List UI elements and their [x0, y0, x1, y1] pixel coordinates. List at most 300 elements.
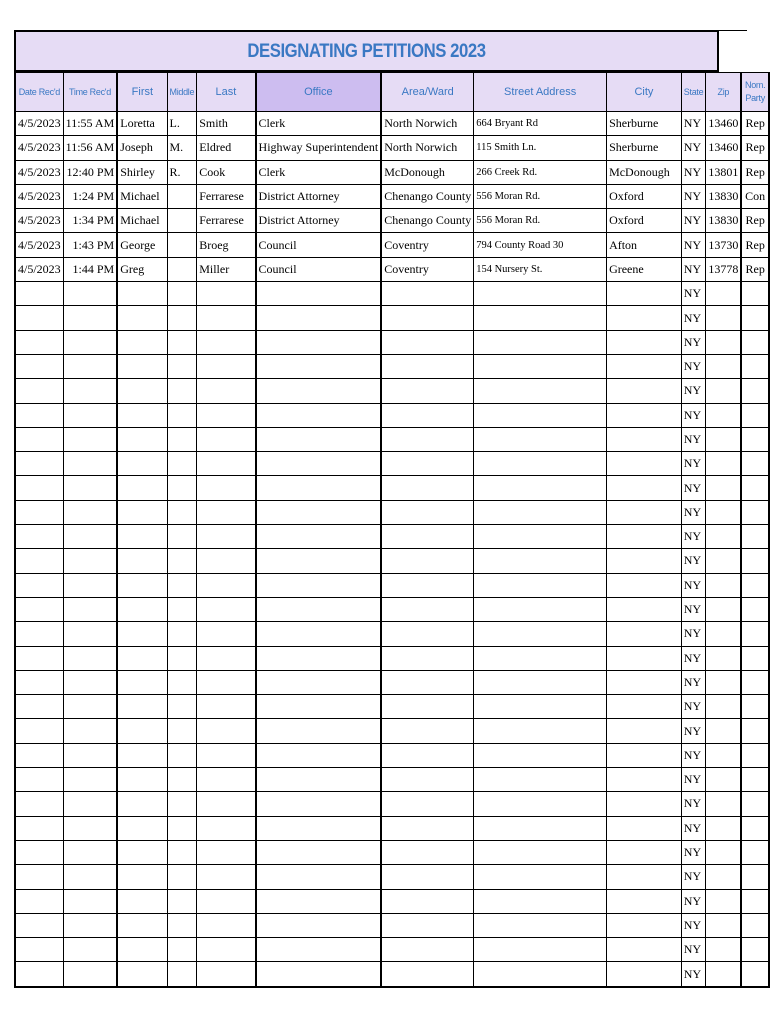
cell-last[interactable] — [197, 792, 256, 816]
cell-address[interactable]: 115 Smith Ln. — [474, 136, 607, 160]
cell-state[interactable]: NY — [681, 597, 706, 621]
cell-state[interactable]: NY — [681, 330, 706, 354]
cell-address[interactable] — [474, 403, 607, 427]
cell-date[interactable] — [15, 646, 63, 670]
cell-middle[interactable] — [167, 282, 197, 306]
cell-time[interactable] — [63, 768, 117, 792]
cell-party[interactable] — [741, 768, 769, 792]
cell-party[interactable] — [741, 816, 769, 840]
cell-last[interactable] — [197, 719, 256, 743]
cell-time[interactable]: 1:43 PM — [63, 233, 117, 257]
cell-first[interactable] — [117, 597, 167, 621]
cell-office[interactable]: District Attorney — [256, 209, 382, 233]
cell-last[interactable] — [197, 695, 256, 719]
cell-address[interactable] — [474, 695, 607, 719]
cell-first[interactable] — [117, 695, 167, 719]
cell-state[interactable]: NY — [681, 452, 706, 476]
cell-party[interactable] — [741, 695, 769, 719]
cell-state[interactable]: NY — [681, 282, 706, 306]
cell-address[interactable] — [474, 573, 607, 597]
cell-time[interactable] — [63, 476, 117, 500]
cell-address[interactable]: 154 Nursery St. — [474, 257, 607, 281]
col-header-office[interactable]: Office — [256, 73, 382, 112]
cell-middle[interactable] — [167, 743, 197, 767]
cell-time[interactable]: 1:24 PM — [63, 184, 117, 208]
cell-address[interactable] — [474, 622, 607, 646]
cell-office[interactable] — [256, 427, 382, 451]
cell-area[interactable] — [381, 719, 474, 743]
cell-last[interactable] — [197, 889, 256, 913]
cell-zip[interactable] — [706, 525, 742, 549]
cell-last[interactable]: Miller — [197, 257, 256, 281]
cell-office[interactable] — [256, 403, 382, 427]
cell-first[interactable] — [117, 865, 167, 889]
cell-address[interactable] — [474, 865, 607, 889]
cell-zip[interactable] — [706, 403, 742, 427]
cell-time[interactable] — [63, 889, 117, 913]
cell-time[interactable]: 1:44 PM — [63, 257, 117, 281]
cell-zip[interactable] — [706, 354, 742, 378]
cell-zip[interactable] — [706, 476, 742, 500]
cell-first[interactable] — [117, 403, 167, 427]
cell-first[interactable] — [117, 306, 167, 330]
cell-office[interactable] — [256, 840, 382, 864]
cell-address[interactable]: 556 Moran Rd. — [474, 184, 607, 208]
cell-city[interactable] — [607, 865, 682, 889]
cell-zip[interactable] — [706, 695, 742, 719]
cell-office[interactable] — [256, 330, 382, 354]
cell-party[interactable] — [741, 840, 769, 864]
cell-state[interactable]: NY — [681, 840, 706, 864]
cell-middle[interactable] — [167, 622, 197, 646]
cell-address[interactable] — [474, 549, 607, 573]
cell-city[interactable] — [607, 816, 682, 840]
cell-date[interactable] — [15, 865, 63, 889]
cell-area[interactable] — [381, 962, 474, 987]
cell-last[interactable] — [197, 354, 256, 378]
cell-area[interactable] — [381, 792, 474, 816]
cell-last[interactable] — [197, 622, 256, 646]
cell-state[interactable]: NY — [681, 500, 706, 524]
cell-time[interactable]: 11:55 AM — [63, 112, 117, 136]
cell-state[interactable]: NY — [681, 403, 706, 427]
cell-city[interactable] — [607, 476, 682, 500]
cell-city[interactable]: Oxford — [607, 209, 682, 233]
cell-office[interactable]: District Attorney — [256, 184, 382, 208]
cell-city[interactable] — [607, 719, 682, 743]
cell-date[interactable] — [15, 452, 63, 476]
cell-first[interactable] — [117, 889, 167, 913]
cell-last[interactable] — [197, 282, 256, 306]
cell-state[interactable]: NY — [681, 743, 706, 767]
cell-city[interactable]: McDonough — [607, 160, 682, 184]
cell-date[interactable] — [15, 500, 63, 524]
cell-city[interactable] — [607, 525, 682, 549]
cell-area[interactable] — [381, 573, 474, 597]
cell-state[interactable]: NY — [681, 913, 706, 937]
cell-party[interactable]: Rep — [741, 160, 769, 184]
cell-first[interactable]: Loretta — [117, 112, 167, 136]
cell-address[interactable] — [474, 816, 607, 840]
cell-office[interactable] — [256, 549, 382, 573]
cell-last[interactable] — [197, 476, 256, 500]
cell-zip[interactable] — [706, 597, 742, 621]
cell-office[interactable] — [256, 865, 382, 889]
cell-office[interactable] — [256, 452, 382, 476]
cell-address[interactable]: 664 Bryant Rd — [474, 112, 607, 136]
cell-date[interactable] — [15, 354, 63, 378]
cell-date[interactable] — [15, 792, 63, 816]
col-header-address[interactable]: Street Address — [474, 73, 607, 112]
cell-date[interactable] — [15, 379, 63, 403]
cell-office[interactable]: Clerk — [256, 112, 382, 136]
cell-address[interactable] — [474, 306, 607, 330]
cell-middle[interactable] — [167, 816, 197, 840]
cell-party[interactable] — [741, 306, 769, 330]
cell-last[interactable] — [197, 938, 256, 962]
cell-area[interactable] — [381, 354, 474, 378]
cell-address[interactable] — [474, 889, 607, 913]
cell-zip[interactable] — [706, 282, 742, 306]
cell-city[interactable]: Afton — [607, 233, 682, 257]
cell-zip[interactable] — [706, 306, 742, 330]
cell-state[interactable]: NY — [681, 233, 706, 257]
cell-first[interactable] — [117, 792, 167, 816]
cell-office[interactable] — [256, 695, 382, 719]
cell-address[interactable]: 556 Moran Rd. — [474, 209, 607, 233]
cell-middle[interactable] — [167, 452, 197, 476]
cell-party[interactable]: Con — [741, 184, 769, 208]
cell-state[interactable]: NY — [681, 525, 706, 549]
col-header-last[interactable]: Last — [197, 73, 256, 112]
cell-zip[interactable] — [706, 865, 742, 889]
cell-first[interactable] — [117, 913, 167, 937]
cell-office[interactable]: Highway Superintendent — [256, 136, 382, 160]
cell-state[interactable]: NY — [681, 427, 706, 451]
cell-party[interactable] — [741, 549, 769, 573]
cell-office[interactable]: Council — [256, 233, 382, 257]
cell-last[interactable] — [197, 452, 256, 476]
cell-time[interactable] — [63, 816, 117, 840]
cell-middle[interactable] — [167, 427, 197, 451]
cell-middle[interactable] — [167, 719, 197, 743]
cell-party[interactable]: Rep — [741, 136, 769, 160]
cell-party[interactable] — [741, 792, 769, 816]
cell-city[interactable] — [607, 743, 682, 767]
cell-area[interactable] — [381, 500, 474, 524]
cell-city[interactable] — [607, 549, 682, 573]
cell-office[interactable] — [256, 670, 382, 694]
cell-party[interactable] — [741, 670, 769, 694]
cell-office[interactable] — [256, 743, 382, 767]
cell-office[interactable] — [256, 962, 382, 987]
cell-zip[interactable]: 13460 — [706, 136, 742, 160]
cell-date[interactable] — [15, 476, 63, 500]
cell-office[interactable] — [256, 622, 382, 646]
cell-city[interactable] — [607, 306, 682, 330]
cell-area[interactable] — [381, 622, 474, 646]
cell-zip[interactable] — [706, 792, 742, 816]
cell-middle[interactable] — [167, 573, 197, 597]
cell-first[interactable] — [117, 525, 167, 549]
cell-party[interactable] — [741, 962, 769, 987]
cell-party[interactable] — [741, 379, 769, 403]
cell-last[interactable] — [197, 573, 256, 597]
cell-first[interactable]: Michael — [117, 209, 167, 233]
cell-area[interactable]: McDonough — [381, 160, 474, 184]
cell-party[interactable] — [741, 938, 769, 962]
cell-middle[interactable] — [167, 840, 197, 864]
cell-last[interactable] — [197, 913, 256, 937]
cell-office[interactable] — [256, 500, 382, 524]
cell-last[interactable] — [197, 597, 256, 621]
cell-middle[interactable]: M. — [167, 136, 197, 160]
cell-city[interactable] — [607, 500, 682, 524]
cell-first[interactable] — [117, 670, 167, 694]
cell-zip[interactable] — [706, 719, 742, 743]
cell-zip[interactable]: 13830 — [706, 209, 742, 233]
cell-middle[interactable] — [167, 233, 197, 257]
cell-party[interactable] — [741, 913, 769, 937]
cell-city[interactable] — [607, 597, 682, 621]
cell-address[interactable] — [474, 330, 607, 354]
cell-middle[interactable] — [167, 889, 197, 913]
cell-address[interactable] — [474, 452, 607, 476]
cell-first[interactable]: George — [117, 233, 167, 257]
cell-address[interactable] — [474, 913, 607, 937]
cell-state[interactable]: NY — [681, 889, 706, 913]
cell-zip[interactable] — [706, 743, 742, 767]
cell-city[interactable] — [607, 840, 682, 864]
cell-area[interactable]: North Norwich — [381, 112, 474, 136]
cell-time[interactable] — [63, 282, 117, 306]
cell-office[interactable] — [256, 573, 382, 597]
cell-last[interactable] — [197, 379, 256, 403]
cell-party[interactable] — [741, 525, 769, 549]
cell-first[interactable] — [117, 549, 167, 573]
cell-date[interactable] — [15, 913, 63, 937]
col-header-first[interactable]: First — [117, 73, 167, 112]
col-header-date[interactable]: Date Rec'd — [15, 73, 63, 112]
col-header-area[interactable]: Area/Ward — [381, 73, 474, 112]
cell-time[interactable] — [63, 525, 117, 549]
cell-middle[interactable] — [167, 306, 197, 330]
cell-party[interactable] — [741, 330, 769, 354]
cell-city[interactable] — [607, 330, 682, 354]
cell-address[interactable] — [474, 476, 607, 500]
cell-city[interactable] — [607, 622, 682, 646]
cell-state[interactable]: NY — [681, 112, 706, 136]
cell-first[interactable] — [117, 427, 167, 451]
cell-last[interactable]: Broeg — [197, 233, 256, 257]
cell-state[interactable]: NY — [681, 646, 706, 670]
cell-middle[interactable] — [167, 209, 197, 233]
cell-office[interactable] — [256, 792, 382, 816]
cell-time[interactable] — [63, 549, 117, 573]
cell-city[interactable]: Sherburne — [607, 136, 682, 160]
cell-zip[interactable] — [706, 330, 742, 354]
cell-first[interactable]: Shirley — [117, 160, 167, 184]
cell-middle[interactable] — [167, 354, 197, 378]
cell-time[interactable] — [63, 427, 117, 451]
cell-city[interactable] — [607, 695, 682, 719]
cell-area[interactable] — [381, 476, 474, 500]
cell-last[interactable] — [197, 306, 256, 330]
cell-city[interactable] — [607, 452, 682, 476]
cell-city[interactable] — [607, 768, 682, 792]
cell-city[interactable] — [607, 354, 682, 378]
cell-address[interactable] — [474, 646, 607, 670]
cell-time[interactable] — [63, 840, 117, 864]
cell-zip[interactable] — [706, 889, 742, 913]
cell-address[interactable] — [474, 500, 607, 524]
cell-date[interactable] — [15, 525, 63, 549]
cell-city[interactable] — [607, 403, 682, 427]
cell-area[interactable]: Coventry — [381, 233, 474, 257]
cell-date[interactable]: 4/5/2023 — [15, 160, 63, 184]
cell-area[interactable] — [381, 840, 474, 864]
cell-middle[interactable] — [167, 865, 197, 889]
cell-area[interactable] — [381, 597, 474, 621]
col-header-city[interactable]: City — [607, 73, 682, 112]
cell-date[interactable] — [15, 549, 63, 573]
cell-last[interactable] — [197, 500, 256, 524]
cell-time[interactable]: 1:34 PM — [63, 209, 117, 233]
cell-state[interactable]: NY — [681, 719, 706, 743]
cell-address[interactable] — [474, 354, 607, 378]
cell-last[interactable] — [197, 840, 256, 864]
cell-time[interactable] — [63, 622, 117, 646]
cell-middle[interactable] — [167, 330, 197, 354]
cell-date[interactable] — [15, 962, 63, 987]
cell-last[interactable] — [197, 816, 256, 840]
cell-state[interactable]: NY — [681, 184, 706, 208]
cell-date[interactable] — [15, 768, 63, 792]
cell-time[interactable] — [63, 379, 117, 403]
cell-office[interactable] — [256, 476, 382, 500]
cell-party[interactable] — [741, 427, 769, 451]
cell-middle[interactable]: R. — [167, 160, 197, 184]
cell-area[interactable] — [381, 670, 474, 694]
cell-area[interactable] — [381, 816, 474, 840]
cell-time[interactable]: 11:56 AM — [63, 136, 117, 160]
cell-area[interactable] — [381, 865, 474, 889]
cell-area[interactable] — [381, 427, 474, 451]
cell-middle[interactable] — [167, 792, 197, 816]
cell-zip[interactable]: 13801 — [706, 160, 742, 184]
cell-time[interactable] — [63, 792, 117, 816]
cell-state[interactable]: NY — [681, 379, 706, 403]
cell-address[interactable] — [474, 938, 607, 962]
col-header-time[interactable]: Time Rec'd — [63, 73, 117, 112]
cell-last[interactable]: Smith — [197, 112, 256, 136]
cell-date[interactable]: 4/5/2023 — [15, 112, 63, 136]
cell-state[interactable]: NY — [681, 816, 706, 840]
cell-city[interactable] — [607, 646, 682, 670]
cell-zip[interactable] — [706, 573, 742, 597]
cell-date[interactable] — [15, 938, 63, 962]
cell-time[interactable]: 12:40 PM — [63, 160, 117, 184]
cell-city[interactable] — [607, 282, 682, 306]
cell-party[interactable] — [741, 403, 769, 427]
cell-zip[interactable] — [706, 962, 742, 987]
cell-office[interactable] — [256, 597, 382, 621]
cell-first[interactable] — [117, 743, 167, 767]
cell-first[interactable] — [117, 816, 167, 840]
cell-state[interactable]: NY — [681, 136, 706, 160]
cell-date[interactable]: 4/5/2023 — [15, 136, 63, 160]
cell-party[interactable] — [741, 573, 769, 597]
cell-party[interactable] — [741, 622, 769, 646]
cell-state[interactable]: NY — [681, 962, 706, 987]
cell-date[interactable] — [15, 282, 63, 306]
cell-time[interactable] — [63, 962, 117, 987]
cell-city[interactable] — [607, 573, 682, 597]
cell-middle[interactable] — [167, 184, 197, 208]
cell-zip[interactable]: 13460 — [706, 112, 742, 136]
cell-time[interactable] — [63, 306, 117, 330]
col-header-zip[interactable]: Zip — [706, 73, 742, 112]
cell-date[interactable] — [15, 427, 63, 451]
cell-address[interactable] — [474, 840, 607, 864]
cell-zip[interactable] — [706, 500, 742, 524]
cell-city[interactable] — [607, 962, 682, 987]
cell-party[interactable] — [741, 354, 769, 378]
cell-middle[interactable] — [167, 768, 197, 792]
cell-date[interactable]: 4/5/2023 — [15, 184, 63, 208]
cell-office[interactable] — [256, 306, 382, 330]
cell-last[interactable] — [197, 549, 256, 573]
cell-date[interactable] — [15, 306, 63, 330]
cell-time[interactable] — [63, 597, 117, 621]
cell-office[interactable] — [256, 525, 382, 549]
cell-zip[interactable] — [706, 768, 742, 792]
cell-first[interactable] — [117, 282, 167, 306]
cell-party[interactable]: Rep — [741, 233, 769, 257]
cell-first[interactable] — [117, 500, 167, 524]
cell-address[interactable] — [474, 597, 607, 621]
cell-first[interactable] — [117, 452, 167, 476]
cell-area[interactable] — [381, 452, 474, 476]
cell-date[interactable] — [15, 670, 63, 694]
cell-office[interactable] — [256, 816, 382, 840]
cell-last[interactable] — [197, 646, 256, 670]
cell-time[interactable] — [63, 695, 117, 719]
cell-time[interactable] — [63, 719, 117, 743]
cell-office[interactable]: Clerk — [256, 160, 382, 184]
cell-address[interactable] — [474, 719, 607, 743]
cell-time[interactable] — [63, 743, 117, 767]
cell-zip[interactable] — [706, 840, 742, 864]
cell-middle[interactable] — [167, 403, 197, 427]
cell-party[interactable] — [741, 476, 769, 500]
cell-time[interactable] — [63, 354, 117, 378]
cell-party[interactable]: Rep — [741, 257, 769, 281]
cell-zip[interactable] — [706, 379, 742, 403]
cell-area[interactable]: Coventry — [381, 257, 474, 281]
cell-middle[interactable] — [167, 938, 197, 962]
cell-first[interactable]: Greg — [117, 257, 167, 281]
cell-area[interactable] — [381, 938, 474, 962]
cell-city[interactable] — [607, 889, 682, 913]
cell-city[interactable]: Oxford — [607, 184, 682, 208]
cell-area[interactable] — [381, 743, 474, 767]
cell-area[interactable]: Chenango County — [381, 209, 474, 233]
cell-party[interactable]: Rep — [741, 209, 769, 233]
cell-first[interactable]: Michael — [117, 184, 167, 208]
cell-area[interactable]: Chenango County — [381, 184, 474, 208]
cell-first[interactable] — [117, 330, 167, 354]
